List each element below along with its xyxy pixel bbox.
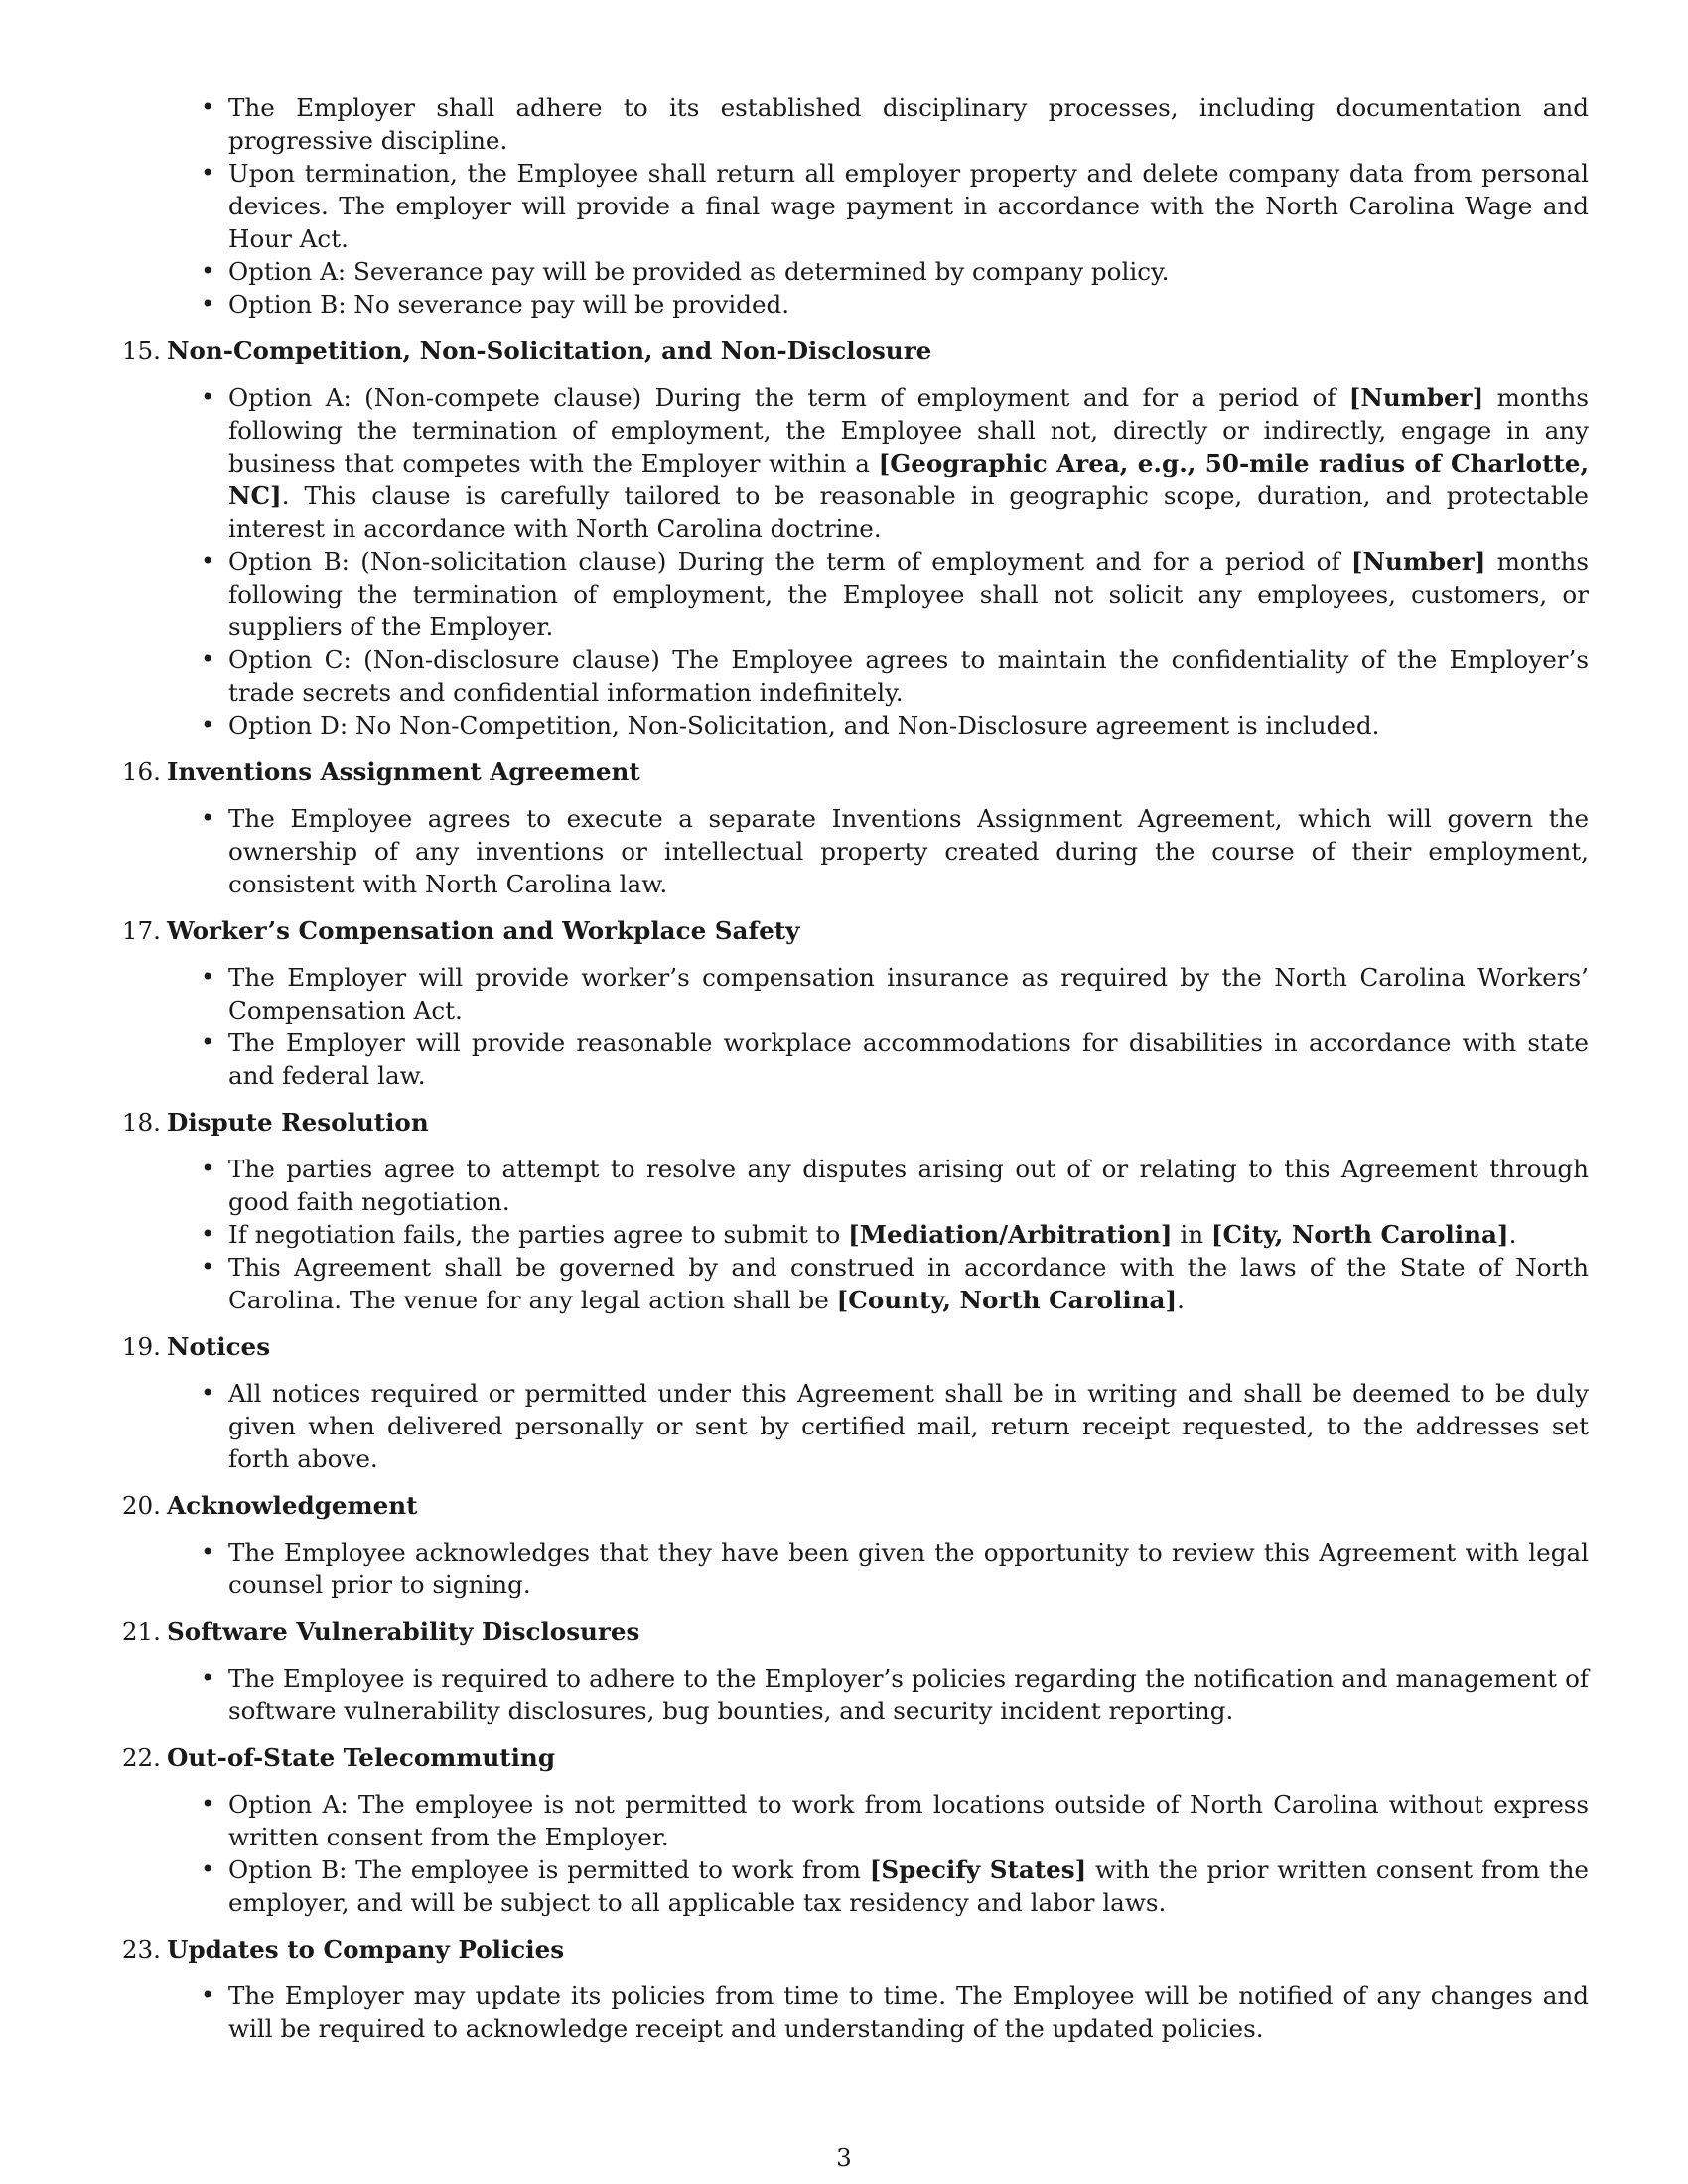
section-number: 19. — [121, 1332, 161, 1361]
list-item: • The Employer may update its policies from time to time. The Employee will be notified of any changes and will be required to acknowledge receipt and understanding of the updated policies. — [99, 1979, 1589, 2045]
text-run: . This clause is carefully tailored to be reasonable in geographic scope, duration, and protectable interest in accordance with North Carolina doctrine. — [228, 481, 1589, 543]
list-item — [99, 545, 1589, 643]
text-run: with the prior written consent from the employer, and will be subject to all applicable tax residency and labor laws. — [228, 1855, 1589, 1917]
section-title: Non-Competition, Non-Solicitation, and Non-Disclosure — [167, 337, 932, 365]
section-title: Dispute Resolution — [167, 1108, 429, 1137]
list-item — [99, 381, 1589, 545]
bullet-list — [99, 802, 1589, 900]
list-item: • Option D: No Non-Competition, Non-Solicitation, and Non-Disclosure agreement is included. — [99, 709, 1589, 742]
section-title: Software Vulnerability Disclosures — [167, 1617, 640, 1646]
section-number: 20. — [121, 1491, 161, 1520]
section-number: 21. — [121, 1617, 161, 1646]
placeholder-field: [City, North Carolina] — [1210, 1220, 1509, 1249]
section-20 — [99, 1489, 1589, 1601]
section-title: Acknowledgement — [167, 1491, 418, 1520]
text-run: This Agreement shall be governed by and construed in accordance with the laws of the State of North Carolina. The venue for any legal action shall be — [228, 1253, 1589, 1314]
section-title: Out-of-State Telecommuting — [167, 1743, 556, 1772]
list-item: • The Employer will provide reasonable workplace accommodations for disabilities in accordance with state and federal law. — [99, 1026, 1589, 1092]
section-heading — [99, 1330, 1589, 1363]
bullet-list — [99, 961, 1589, 1092]
page-number: 3 — [836, 2143, 852, 2172]
section-heading — [99, 755, 1589, 788]
placeholder-field: [Number] — [1348, 383, 1484, 412]
section-23 — [99, 1933, 1589, 2045]
section-heading — [99, 335, 1589, 367]
section-19 — [99, 1330, 1589, 1475]
list-item: • The Employee agrees to execute a separate Inventions Assignment Agreement, which will govern the ownership of any inventions or intellectual property created during the course of their employment, consistent with North Carolina law. — [99, 802, 1589, 900]
section-21 — [99, 1615, 1589, 1727]
text-run: Option A: (Non-compete clause) During the term of employment and for a period of — [228, 383, 1349, 412]
section-heading — [99, 914, 1589, 947]
placeholder-field: [County, North Carolina] — [836, 1286, 1178, 1314]
section-heading — [99, 1933, 1589, 1966]
bullet-list — [99, 1662, 1589, 1727]
list-item: • Option B: No severance pay will be provided. — [99, 288, 1589, 321]
section-title: Inventions Assignment Agreement — [167, 757, 640, 786]
text-run: If negotiation fails, the parties agree to submit to — [228, 1220, 849, 1249]
list-item: • The Employer shall adhere to its established disciplinary processes, including documentation and progressive discipline. — [99, 91, 1589, 157]
placeholder-field: [Geographic Area, e.g., 50-mile radius of Charlotte, NC] — [228, 449, 1590, 510]
section-number: 16. — [121, 757, 161, 786]
list-item: • Option C: (Non-disclosure clause) The Employee agrees to maintain the confidentiality of the Employer’s trade secrets and confidential information indefinitely. — [99, 643, 1589, 709]
list-item — [99, 1218, 1589, 1251]
list-item: • The Employer will provide worker’s compensation insurance as required by the North Carolina Workers’ Compensation Act. — [99, 961, 1589, 1026]
section-number: 15. — [121, 337, 161, 365]
section-number: 23. — [121, 1935, 161, 1964]
section-heading — [99, 1615, 1589, 1648]
text-run: Option B: The employee is permitted to work from — [228, 1855, 870, 1884]
list-item — [99, 1251, 1589, 1316]
section-18 — [99, 1106, 1589, 1316]
text-run: . — [1508, 1220, 1517, 1249]
list-item — [99, 1853, 1589, 1919]
list-item: • The Employee is required to adhere to the Employer’s policies regarding the notification and management of software vulnerability disclosures, bug bounties, and security incident reporting. — [99, 1662, 1589, 1727]
list-item: • The Employee acknowledges that they have been given the opportunity to review this Agreement with legal counsel prior to signing. — [99, 1536, 1589, 1601]
placeholder-field: [Specify States] — [869, 1855, 1087, 1884]
section-title: Notices — [167, 1332, 271, 1361]
text-run: months following the termination of employment, the Employee shall not, directly or indirectly, engage in any business that competes with the Employer within a — [228, 383, 1589, 478]
section-number: 22. — [121, 1743, 161, 1772]
list-item: • All notices required or permitted under this Agreement shall be in writing and shall be deemed to be duly given when delivered personally or sent by certified mail, return receipt requested, to the addresses set forth above. — [99, 1377, 1589, 1475]
section-15 — [99, 335, 1589, 742]
list-item: • The parties agree to attempt to resolve any disputes arising out of or relating to this Agreement through good faith negotiation. — [99, 1153, 1589, 1218]
section-heading — [99, 1741, 1589, 1774]
list-item: • Upon termination, the Employee shall return all employer property and delete company data from personal devices. The employer will provide a final wage payment in accordance with the North Carolina Wage and Hour Act. — [99, 157, 1589, 255]
text-run: Option B: (Non-solicitation clause) During the term of employment and for a period of — [228, 547, 1351, 576]
section-16 — [99, 755, 1589, 900]
text-run: in — [1172, 1220, 1211, 1249]
section-title: Worker’s Compensation and Workplace Safety — [167, 916, 800, 945]
placeholder-field: [Number] — [1350, 547, 1486, 576]
section-heading — [99, 1106, 1589, 1139]
bullet-list — [99, 1536, 1589, 1601]
section-title: Updates to Company Policies — [167, 1935, 565, 1964]
bullet-list — [99, 1979, 1589, 2045]
bullet-list — [99, 1377, 1589, 1475]
list-item: • Option A: Severance pay will be provided as determined by company policy. — [99, 255, 1589, 288]
intro-bullet-list — [99, 91, 1589, 321]
text-run: . — [1177, 1286, 1185, 1314]
bullet-list — [99, 1788, 1589, 1919]
document-body — [99, 91, 1589, 2045]
section-17 — [99, 914, 1589, 1092]
placeholder-field: [Mediation/Arbitration] — [848, 1220, 1173, 1249]
bullet-list — [99, 381, 1589, 742]
text-run: months following the termination of employment, the Employee shall not solicit any employees, customers, or suppliers of the Employer. — [228, 547, 1589, 641]
section-heading — [99, 1489, 1589, 1522]
list-item: • Option A: The employee is not permitted to work from locations outside of North Carolina without express written consent from the Employer. — [99, 1788, 1589, 1853]
bullet-list — [99, 1153, 1589, 1316]
section-number: 18. — [121, 1108, 161, 1137]
section-22 — [99, 1741, 1589, 1919]
section-number: 17. — [121, 916, 161, 945]
